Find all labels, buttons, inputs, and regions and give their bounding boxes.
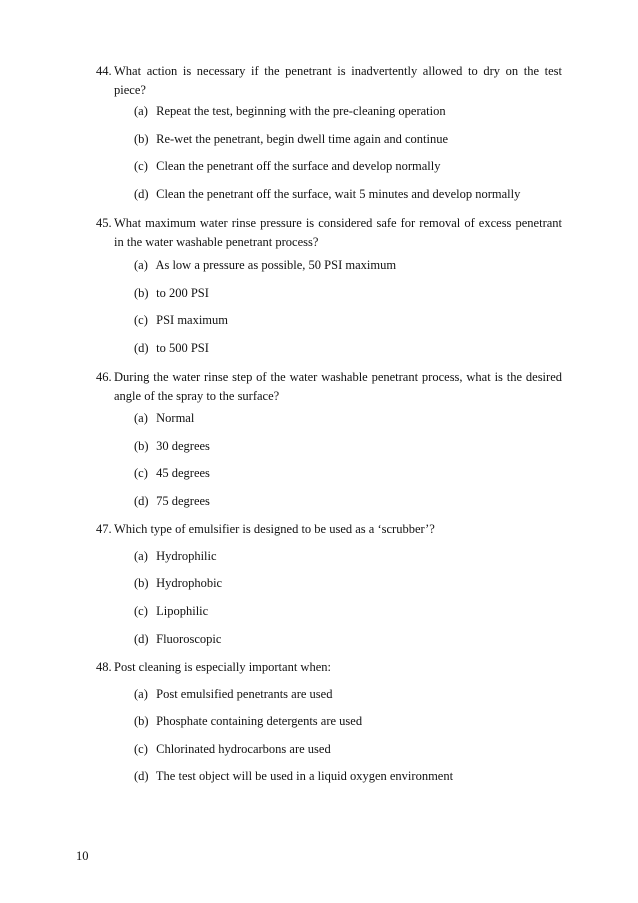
option-47-d [134,631,221,647]
option-text: Post emulsified penetrants are used [156,687,333,701]
option-48-a [134,686,332,702]
question-number: 46. [96,370,112,384]
question-47 [96,520,562,539]
option-44-c [134,158,441,174]
question-stem [96,658,562,677]
question-45 [96,214,562,252]
option-letter: (c) [134,742,148,756]
option-45-c [134,312,228,328]
option-47-c [134,603,208,619]
option-letter: (c) [134,159,148,173]
option-text: Hydrophobic [156,576,223,590]
question-number: 48. [96,660,112,674]
question-stem [96,214,562,252]
option-letter: (d) [134,187,149,201]
option-text: 45 degrees [156,466,210,480]
option-46-c [134,465,210,481]
option-46-a [134,410,194,426]
option-letter: (c) [134,466,148,480]
option-letter: (b) [134,286,149,300]
option-text: The test object will be used in a liquid oxygen environment [155,769,454,783]
option-44-b [134,131,448,147]
question-46 [96,368,562,406]
option-46-d [134,493,210,509]
question-text: Post cleaning is especially important when: [114,660,331,674]
option-letter: (c) [134,313,148,327]
option-text: to 500 PSI [156,341,209,355]
question-number: 47. [96,522,112,536]
option-text: Fluoroscopic [156,632,222,646]
question-48 [96,658,562,677]
option-letter: (a) [134,258,148,272]
option-letter: (d) [134,494,149,508]
page-number: 10 [76,849,89,863]
option-46-b [134,438,210,454]
option-text: Hydrophilic [156,549,217,563]
option-letter: (b) [134,132,149,146]
option-letter: (b) [134,439,149,453]
option-text: to 200 PSI [156,286,209,300]
option-text: 75 degrees [156,494,210,508]
option-text: Phosphate containing detergents are used [156,714,363,728]
option-45-a [134,257,396,273]
option-text: Normal [156,411,195,425]
option-text: Chlorinated hydrocarbons are used [156,742,331,756]
option-44-a [134,103,446,119]
question-number: 45. [96,216,112,230]
option-letter: (a) [134,104,148,118]
option-letter: (a) [134,687,148,701]
option-text: 30 degrees [156,439,210,453]
question-stem [96,520,562,539]
option-letter: (c) [134,604,148,618]
option-letter: (a) [134,549,148,563]
option-text: Clean the penetrant off the surface, wait 5 minutes and develop normally [156,187,521,201]
question-number: 44. [96,64,112,78]
option-44-d [134,186,520,202]
option-letter: (d) [134,769,149,783]
question-stem [96,368,562,406]
option-letter: (d) [134,341,149,355]
option-text: Re-wet the penetrant, begin dwell time again and continue [156,132,449,146]
option-text: Clean the penetrant off the surface and develop normally [156,159,441,173]
question-44 [96,62,562,100]
option-letter: (b) [134,714,149,728]
question-stem [96,62,562,100]
option-letter: (a) [134,411,148,425]
option-47-a [134,548,217,564]
option-text: Lipophilic [156,604,209,618]
option-text: PSI maximum [156,313,229,327]
option-48-c [134,741,331,757]
option-45-b [134,285,209,301]
question-text: During the water rinse step of the water washable penetrant process, what is the desired angle of the spray to the surface? [114,370,562,403]
option-text: As low a pressure as possible, 50 PSI maximum [155,258,397,272]
option-48-b [134,713,362,729]
question-text: Which type of emulsifier is designed to be used as a ‘scrubber’? [114,522,435,536]
option-letter: (d) [134,632,149,646]
option-text: Repeat the test, beginning with the pre-cleaning operation [156,104,446,118]
question-text: What action is necessary if the penetrant is inadvertently allowed to dry on the test piece? [114,64,562,97]
option-48-d [134,768,453,784]
option-letter: (b) [134,576,149,590]
question-text: What maximum water rinse pressure is considered safe for removal of excess penetrant in the water washable penetrant process? [114,216,562,249]
option-47-b [134,575,222,591]
option-45-d [134,340,209,356]
